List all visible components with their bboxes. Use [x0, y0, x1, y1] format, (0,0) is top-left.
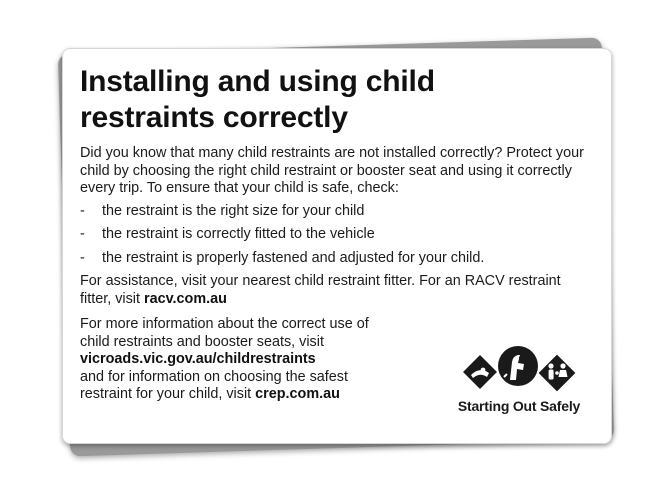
list-item-text: the restraint is the right size for your child	[102, 202, 365, 219]
more-info-paragraph	[80, 316, 400, 404]
family-icon	[539, 355, 576, 392]
info-card	[62, 48, 612, 444]
checklist	[80, 203, 594, 268]
more-info-text-2: and for information on choosing the safest restraint for your child, visit	[80, 368, 348, 402]
baby-capsule-icon	[463, 355, 497, 389]
list-item: - the restraint is the right size for your child	[80, 202, 365, 219]
logo-label: Starting Out Safely	[457, 398, 581, 414]
starting-out-safely-logo	[444, 344, 594, 422]
logo-graphic	[460, 344, 578, 396]
intro-paragraph: Did you know that many child restraints are not installed correctly? Protect your child by choosing the right child restraint or booster seat and using it correctly every trip. To ensure that your child is safe, check:	[80, 145, 584, 196]
list-item: - the restraint is correctly fitted to the vehicle	[80, 226, 375, 242]
assistance-paragraph	[80, 273, 580, 308]
list-item-text: the restraint is correctly fitted to the vehicle	[102, 226, 375, 242]
list-item: - the restraint is properly fastened and adjusted for your child.	[80, 249, 485, 266]
page-title: Installing and using child restraints correctly	[80, 65, 435, 134]
child-seat-icon	[498, 346, 538, 386]
crep-link[interactable]: crep.com.au	[255, 386, 340, 402]
assistance-text: For assistance, visit your nearest child restraint fitter. For an RACV restraint fitter, visit	[80, 273, 561, 307]
racv-link[interactable]: racv.com.au	[143, 290, 227, 307]
more-info-text: For more information about the correct use of child restraints and booster seats, visit	[80, 316, 369, 350]
list-item-text: the restraint is properly fastened and adjusted for your child.	[102, 249, 485, 266]
vicroads-link[interactable]: vicroads.vic.gov.au/childrestraints	[80, 351, 316, 367]
